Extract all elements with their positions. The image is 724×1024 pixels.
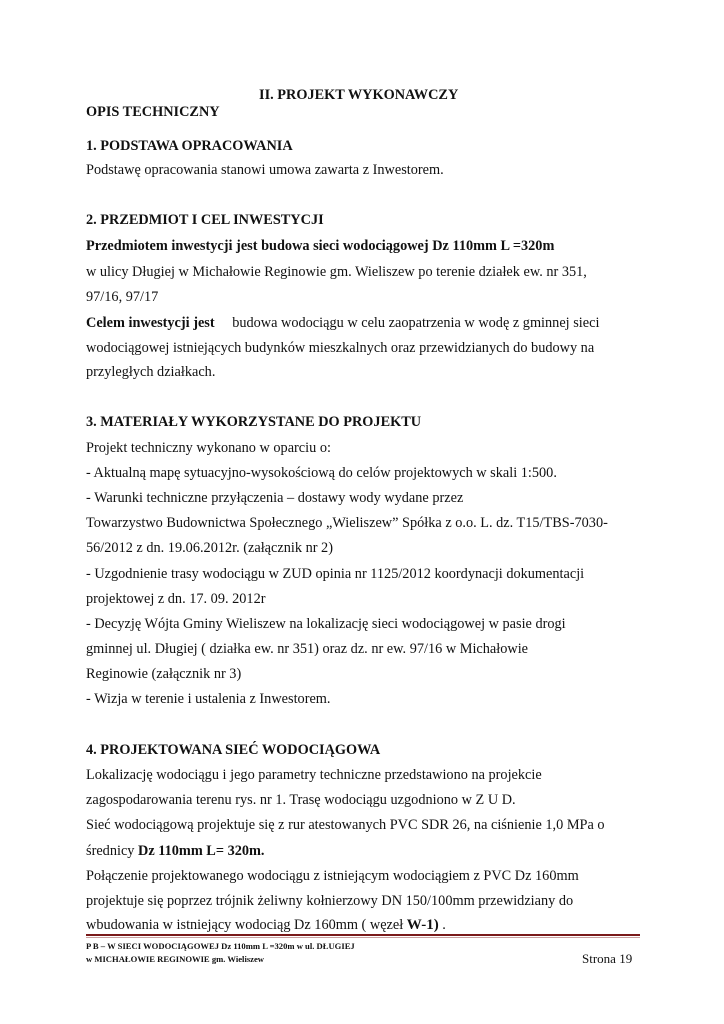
node-label: W-1) — [406, 917, 439, 933]
section-1-heading: 1. PODSTAWA OPRACOWANIA — [86, 138, 293, 154]
list-item: - Aktualną mapę sytuacyjno-wysokościową do celów projektowych w skali 1:500. — [86, 465, 557, 481]
list-item: - Uzgodnienie trasy wodociągu w ZUD opinia nr 1125/2012 koordynacji dokumentacji — [86, 566, 585, 582]
doc-title: OPIS TECHNICZNY — [86, 104, 220, 120]
list-item: - Decyzję Wójta Gminy Wieliszew na lokalizację sieci wodociągowej w pasie drogi — [86, 616, 566, 632]
section-4-line: Sieć wodociągową projektuje się z rur atestowanych PVC SDR 26, na ciśnienie 1,0 MPa o — [86, 817, 605, 833]
part-title: II. PROJEKT WYKONAWCZY — [259, 87, 459, 103]
footer-rule — [86, 934, 640, 936]
aim-label: Celem inwestycji jest — [86, 315, 215, 331]
section-2-line: w ulicy Długiej w Michałowie Reginowie gm. Wieliszew po terenie działek ew. nr 351, — [86, 264, 587, 280]
section-4-heading: 4. PROJEKTOWANA SIEĆ WODOCIĄGOWA — [86, 742, 381, 758]
footer-title-line1: P B – W SIECI WODOCIĄGOWEJ Dz 110mm L =320m w ul. DŁUGIEJ — [86, 941, 355, 951]
section-2-line: przyległych działkach. — [86, 364, 216, 380]
list-item: Reginowie (załącznik nr 3) — [86, 666, 242, 682]
section-2-heading: 2. PRZEDMIOT I CEL INWESTYCJI — [86, 212, 324, 228]
section-2-line: 97/16, 97/17 — [86, 289, 159, 305]
section-4-diameter — [86, 842, 265, 860]
aim-text: budowa wodociągu w celu zaopatrzenia w wodę z gminnej sieci — [232, 315, 600, 331]
diameter-label: średnicy — [86, 843, 139, 859]
node-text: wbudowania w istniejący wodociąg Dz 160mm ( węzeł — [86, 917, 407, 933]
node-end: . — [438, 917, 446, 933]
section-2-subject: Przedmiotem inwestycji jest budowa sieci wodociągowej Dz 110mm L =320m — [86, 238, 555, 254]
footer-rule-thin — [86, 937, 640, 938]
list-item: - Warunki techniczne przyłączenia – dostawy wody wydane przez — [86, 490, 464, 506]
section-1-text: Podstawę opracowania stanowi umowa zawarta z Inwestorem. — [86, 162, 444, 178]
section-4-node — [86, 916, 446, 934]
list-item: 56/2012 z dn. 19.06.2012r. (załącznik nr 2) — [86, 540, 333, 556]
list-item: gminnej ul. Długiej ( działka ew. nr 351) oraz dz. nr ew. 97/16 w Michałowie — [86, 641, 529, 657]
section-4-line: Lokalizację wodociągu i jego parametry techniczne przedstawiono na projekcie — [86, 767, 542, 783]
list-item: Towarzystwo Budownictwa Społecznego „Wieliszew” Spółka z o.o. L. dz. T15/TBS-7030- — [86, 515, 608, 531]
page-number: Strona 19 — [582, 951, 633, 966]
section-4-line: projektuje się poprzez trójnik żeliwny kołnierzowy DN 150/100mm przewidziany do — [86, 893, 574, 909]
section-4-line: zagospodarowania terenu rys. nr 1. Trasę wodociągu uzgodniono w Z U D. — [86, 792, 516, 808]
diameter-value: Dz 110mm L= 320m. — [138, 843, 265, 859]
section-2-line: wodociągowej istniejących budynków mieszkalnych oraz przewidzianych do budowy na — [86, 340, 595, 356]
footer-title-line2: w MICHAŁOWIE REGINOWIE gm. Wieliszew — [86, 954, 265, 964]
list-item: projektowej z dn. 17. 09. 2012r — [86, 591, 266, 607]
list-item: - Wizja w terenie i ustalenia z Inwestorem. — [86, 691, 331, 707]
section-3-intro: Projekt techniczny wykonano w oparciu o: — [86, 440, 331, 456]
section-3-heading: 3. MATERIAŁY WYKORZYSTANE DO PROJEKTU — [86, 414, 422, 430]
section-4-line: Połączenie projektowanego wodociągu z istniejącym wodociągiem z PVC Dz 160mm — [86, 868, 579, 884]
section-2-aim — [86, 314, 599, 332]
